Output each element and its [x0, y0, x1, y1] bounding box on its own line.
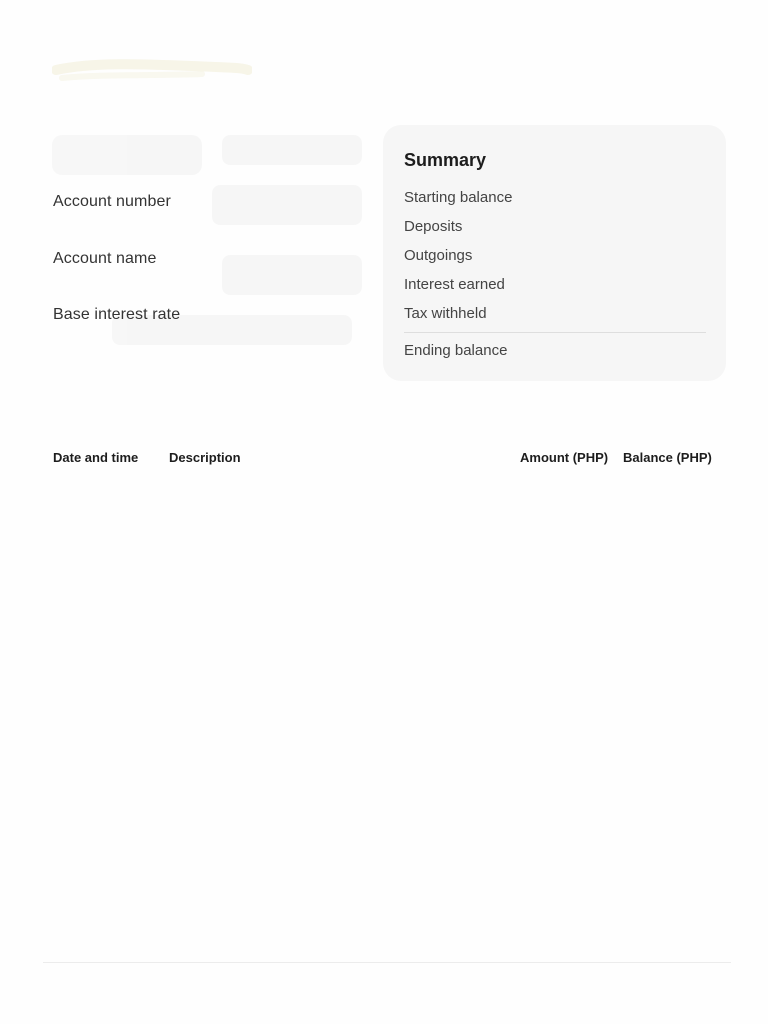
column-header-description: Description: [169, 450, 241, 465]
ending-balance-label: Ending balance: [404, 342, 508, 359]
account-name-label: Account name: [53, 250, 157, 267]
summary-divider: [404, 332, 706, 333]
column-header-date: Date and time: [53, 450, 139, 465]
starting-balance-label: Starting balance: [404, 189, 513, 206]
tax-withheld-label: Tax withheld: [404, 305, 487, 322]
deposits-label: Deposits: [404, 218, 463, 235]
summary-card: [383, 125, 726, 381]
base-interest-rate-label: Base interest rate: [53, 306, 181, 323]
logo-image: [52, 52, 252, 92]
account-number-label: Account number: [53, 193, 171, 210]
column-header-balance: Balance (PHP): [623, 450, 712, 465]
interest-earned-label: Interest earned: [404, 276, 505, 293]
column-header-amount: Amount (PHP): [520, 450, 609, 465]
outgoings-label: Outgoings: [404, 247, 473, 264]
summary-title: Summary: [404, 150, 487, 170]
footer-divider: [43, 962, 731, 963]
